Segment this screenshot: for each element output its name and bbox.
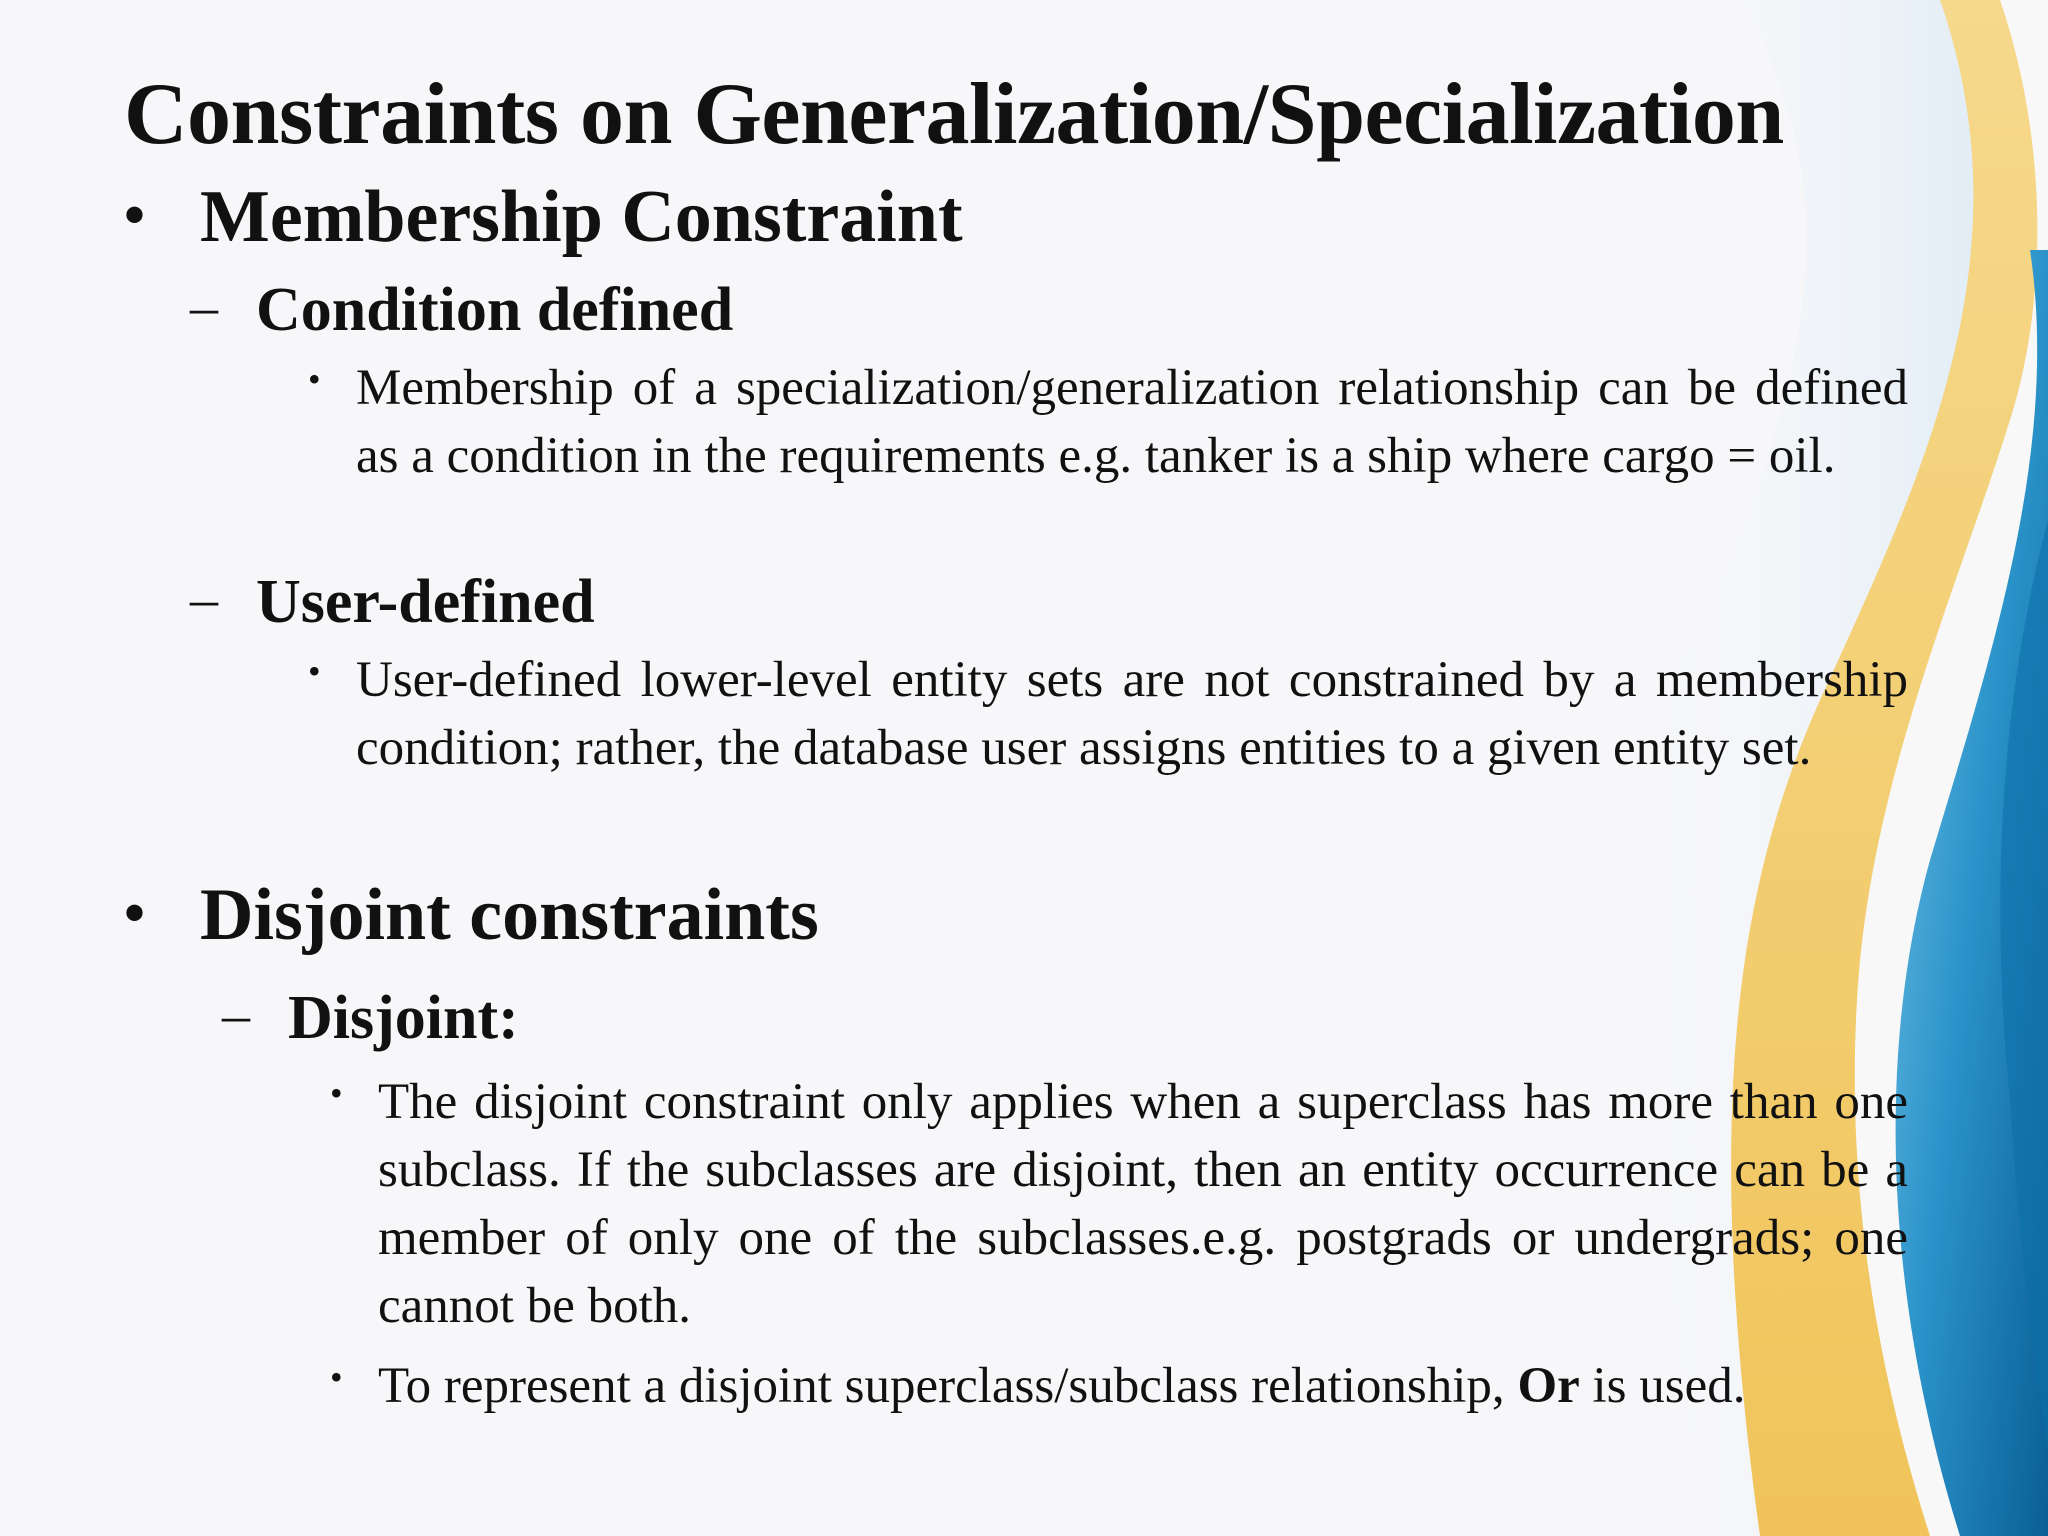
point-text-bold-or: Or (1517, 1358, 1580, 1414)
point-text: The disjoint constraint only applies when a superclass has more than one subclass. If the subclasses are disjoint, then an entity occurrence can be a member of only one of the subclasses.e.g. postgrads or undergrads; one cannot be both. (378, 1074, 1908, 1334)
point-disjoint-representation (330, 1352, 1930, 1420)
point-text: Membership of a specialization/generalization relationship can be defined as a condition in the requirements e.g. tanker is a ship where cargo = oil. (356, 360, 1908, 484)
section-disjoint-constraints (124, 870, 819, 960)
section-heading: Disjoint constraints (200, 874, 819, 956)
slide-title: Constraints on Generalization/Specialization (124, 66, 1784, 163)
bullet-marker: • (124, 880, 146, 946)
bullet-marker: • (330, 1357, 343, 1397)
dash-marker: – (190, 276, 218, 338)
point-text (378, 1352, 1746, 1420)
subsection-heading: Condition defined (256, 276, 734, 344)
bullet-marker: • (124, 182, 146, 248)
subsection-heading: Disjoint: (288, 984, 519, 1052)
bullet-marker: • (330, 1073, 343, 1113)
dash-marker: – (190, 568, 218, 630)
bullet-marker: • (308, 359, 321, 399)
point-text-after: is used. (1579, 1358, 1746, 1414)
subsection-disjoint (222, 980, 519, 1056)
section-heading: Membership Constraint (200, 176, 963, 258)
dash-marker: – (222, 984, 250, 1046)
point-user-defined (308, 646, 1908, 782)
point-text: User-defined lower-level entity sets are not constrained by a membership condition; rather, the database user assigns entities to a given entity set. (356, 652, 1908, 776)
point-text-before: To represent a disjoint superclass/subclass relationship, (378, 1358, 1518, 1414)
point-condition-defined (308, 354, 1908, 490)
section-membership-constraint (124, 172, 963, 262)
subsection-heading: User-defined (256, 568, 595, 636)
subsection-condition-defined (190, 272, 733, 348)
subsection-user-defined (190, 564, 595, 640)
point-disjoint-definition (330, 1068, 1908, 1340)
bullet-marker: • (308, 651, 321, 691)
